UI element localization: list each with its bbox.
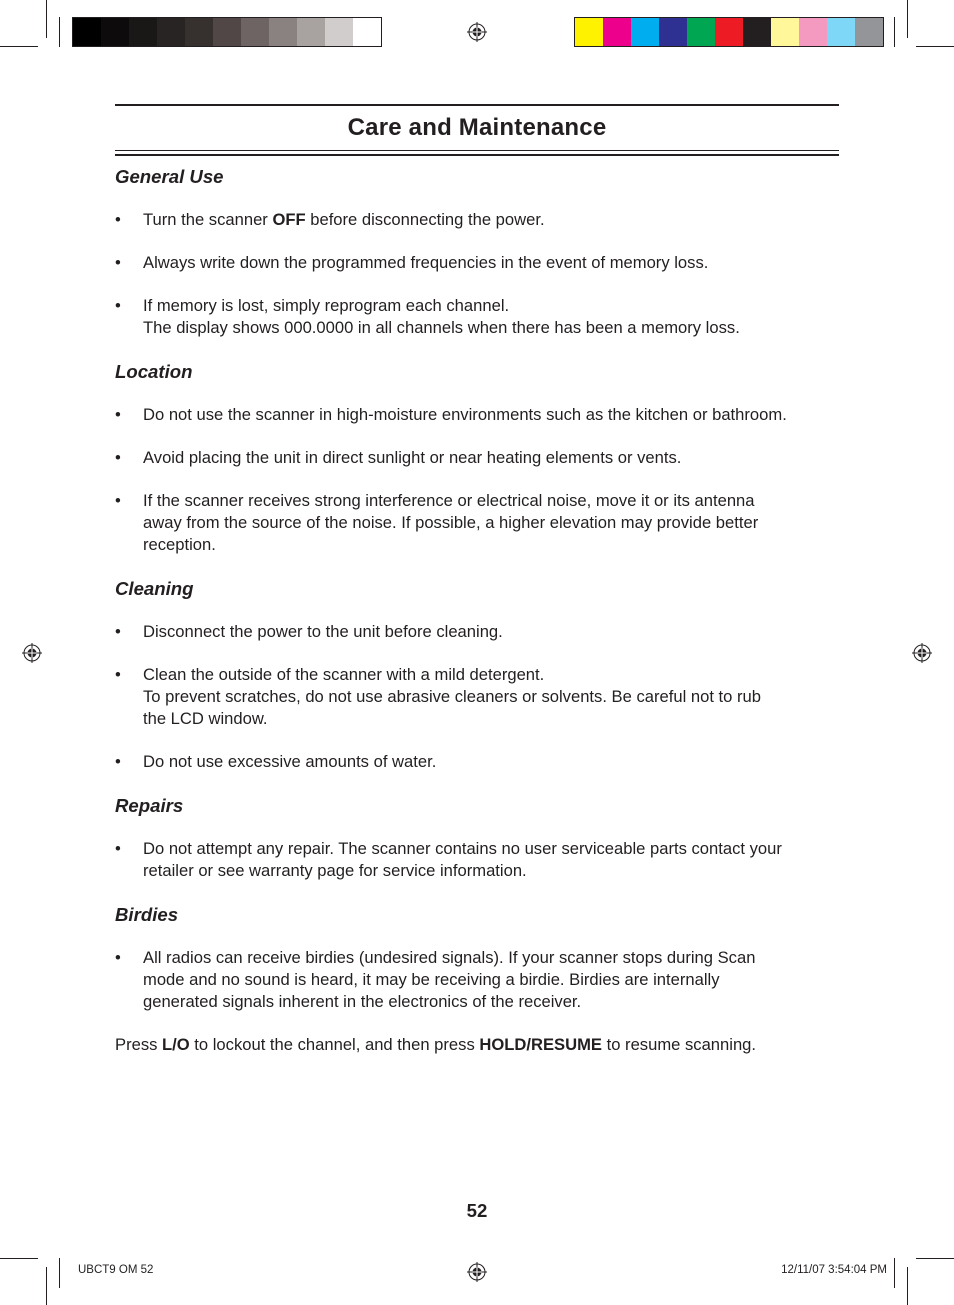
bullet-icon: • [115,665,121,684]
bullet-icon: • [115,210,121,229]
crop-mark [59,1258,60,1288]
item-text: The display shows 000.0000 in all channels when there has been a memory loss. [143,318,740,337]
section-heading: Location [115,361,193,382]
bullet-icon: • [115,253,121,272]
color-swatch [603,18,631,46]
color-swatch [855,18,883,46]
list-item [115,447,845,469]
gray-swatch [353,18,381,46]
bullet-icon: • [115,296,121,315]
closing-text: Press [115,1035,163,1054]
color-swatch [659,18,687,46]
bullet-icon: • [115,405,121,424]
section-location [115,360,845,556]
color-swatch [687,18,715,46]
registration-mark-icon [467,1262,487,1282]
list-item [115,252,845,274]
crop-mark [907,0,908,38]
item-text: generated signals inherent in the electronics of the receiver. [143,992,582,1011]
page-number: 52 [466,1200,488,1221]
closing-paragraph [115,1034,845,1056]
list-item [115,295,845,339]
bullet-icon: • [115,839,121,858]
item-text: Always write down the programmed frequencies in the event of memory loss. [143,253,709,272]
bullet-icon: • [115,491,121,510]
bullet-icon: • [115,448,121,467]
gray-swatch [157,18,185,46]
item-text: Disconnect the power to the unit before cleaning. [143,622,503,641]
registration-mark-icon [912,643,932,663]
crop-mark [916,1258,954,1259]
section-birdies [115,903,845,1013]
item-text: mode and no sound is heard, it may be receiving a birdie. Birdies are internally [143,970,720,989]
item-text: reception. [143,535,216,554]
gray-swatch [241,18,269,46]
item-bold-text: OFF [272,210,306,229]
list-item [115,209,845,231]
crop-mark [907,1267,908,1305]
section-heading: Cleaning [115,578,194,599]
item-text: away from the source of the noise. If possible, a higher elevation may provide better [143,513,759,532]
section-general-use [115,165,845,339]
list-item [115,621,845,643]
closing-text: to resume scanning. [601,1035,757,1054]
gray-swatch [297,18,325,46]
slug-left: UBCT9 OM 52 [78,1264,154,1276]
color-swatch [575,18,603,46]
gray-swatch [213,18,241,46]
gray-swatch [325,18,353,46]
header-rule [115,154,839,156]
item-text: before disconnecting the power. [305,210,545,229]
crop-mark [894,1258,895,1288]
crop-mark [0,1258,38,1259]
key-label: L/O [162,1035,190,1054]
color-swatch [771,18,799,46]
item-text: Do not attempt any repair. The scanner contains no user serviceable parts contact your [143,839,782,858]
list-item [115,404,845,426]
page-title: Care and Maintenance [347,114,607,141]
bullet-icon: • [115,948,121,967]
closing-text: to lockout the channel, and then press [189,1035,480,1054]
crop-mark [46,1267,47,1305]
list-item [115,664,845,730]
item-text: the LCD window. [143,709,268,728]
gray-swatch [269,18,297,46]
gray-swatch [73,18,101,46]
bullet-icon: • [115,622,121,641]
item-text: To prevent scratches, do not use abrasive cleaners or solvents. Be careful not to rub [143,687,761,706]
color-swatch [827,18,855,46]
item-text: Do not use the scanner in high-moisture environments such as the kitchen or bathroom. [143,405,787,424]
gray-swatch [129,18,157,46]
section-cleaning [115,577,845,773]
item-text: All radios can receive birdies (undesired signals). If your scanner stops during Scan [143,948,756,967]
gray-swatch [101,18,129,46]
item-text: If the scanner receives strong interference or electrical noise, move it or its antenna [143,491,755,510]
bullet-icon: • [115,752,121,771]
color-swatch [715,18,743,46]
gray-swatch [185,18,213,46]
crop-mark [0,46,38,47]
registration-mark-icon [467,22,487,42]
color-swatch [631,18,659,46]
color-swatch [799,18,827,46]
section-heading: General Use [115,166,224,187]
page-header [115,104,839,156]
header-rule [115,104,839,106]
item-text: Do not use excessive amounts of water. [143,752,437,771]
crop-mark [59,17,60,47]
header-rule [115,150,839,151]
item-text: Clean the outside of the scanner with a mild detergent. [143,665,545,684]
crop-mark [46,0,47,38]
section-repairs [115,794,845,882]
item-text: Turn the scanner [143,210,273,229]
slug-right: 12/11/07 3:54:04 PM [781,1264,887,1276]
list-item [115,947,845,1013]
crop-mark [894,17,895,47]
main-content [115,165,845,1056]
list-item [115,838,845,882]
color-swatch [743,18,771,46]
item-text: If memory is lost, simply reprogram each channel. [143,296,510,315]
process-color-bar [574,17,884,47]
section-heading: Repairs [115,795,184,816]
item-text: Avoid placing the unit in direct sunlight or near heating elements or vents. [143,448,682,467]
key-label: HOLD/RESUME [479,1035,602,1054]
list-item [115,751,845,773]
crop-mark [916,46,954,47]
registration-mark-icon [22,643,42,663]
section-heading: Birdies [115,904,179,925]
grayscale-color-bar [72,17,382,47]
item-text: retailer or see warranty page for service information. [143,861,527,880]
list-item [115,490,845,556]
